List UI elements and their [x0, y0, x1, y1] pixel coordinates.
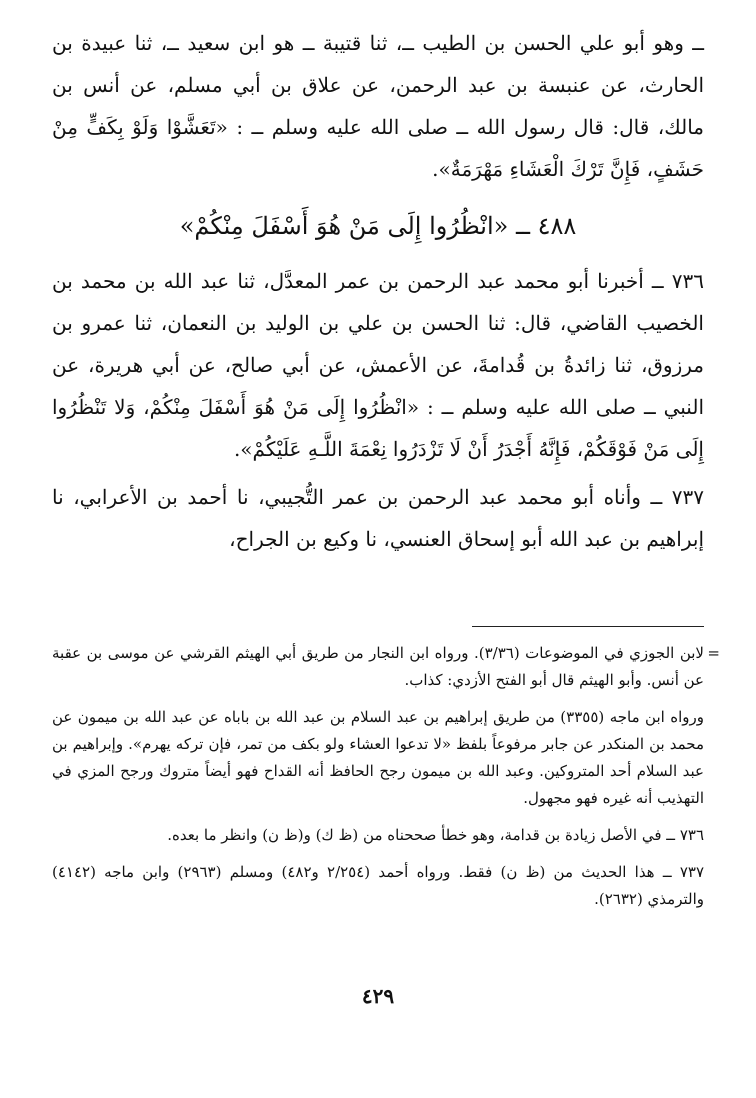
hadith-heading: ٤٨٨ ــ «انْظُرُوا إِلَى مَنْ هُوَ أَسْفَلَ مِنْكُمْ» — [179, 212, 577, 240]
footnote-ibn-majah: ورواه ابن ماجه (٣٣٥٥) من طريق إبراهيم بن عبد السلام بن عبد الله بن باباه عن عبد الله بن ميمون عن محمد بن المنكدر عن جابر مرفوعاً بلفظ «لا تدعوا العشاء ولو بكف من تمر، فإن تركه يهرم». وإبراهيم بن عبد السلام أحد المتروكين. وعبد الله بن ميمون رجح الحافظ أنه القداح فهو أيضاً متروك ورجح المزي في التهذيب أنه غيره فهو مجهول. — [52, 708, 705, 807]
continuation-mark: = — [707, 644, 720, 662]
page-number: ٤٢٩ — [361, 984, 395, 1008]
footnote-continued — [52, 640, 720, 694]
paragraph-736: ٧٣٦ ــ أخبرنا أبو محمد عبد الرحمن بن عمر المعدَّل، ثنا عبد الله بن محمد بن الخصيب القاضي، قال: ثنا الحسن بن علي بن الوليد بن النعمان، ثنا عمرو بن مرزوق، ثنا زائدةُ بن قُدامةَ، عن الأعمش، عن أبي صالح، عن أبي هريرة، عن النبي ــ صلى الله عليه وسلم ــ : «انْظُرُوا إِلَى مَنْ هُوَ أَسْفَلَ مِنْكُمْ، وَلا تَنْظُرُوا إِلَى مَنْ فَوْقَكُمْ، فَإِنَّهُ أَجْدَرُ أَنْ لَا تَزْدَرُوا نِعْمَةَ اللَّـهِ عَلَيْكُمْ». — [52, 269, 704, 461]
footnote-737: ٧٣٧ ــ هذا الحديث من (ظ ن) فقط. ورواه أحمد (٢/٢٥٤ و٤٨٢) ومسلم (٢٩٦٣) وابن ماجه (٤١٤٢) والترمذي (٢٦٣٢). — [52, 863, 704, 908]
footnote-736: ٧٣٦ ــ في الأصل زيادة بن قدامة، وهو خطأ صححناه من (ظ ك) و(ظ ن) وانظر ما بعده. — [167, 826, 704, 844]
footnote-text: لابن الجوزي في الموضوعات (٣/٣٦). ورواه ابن النجار من طريق أبي الهيثم القرشي عن موسى بن عقبة عن أنس. وأبو الهيثم قال أبو الفتح الأزدي: كذاب. — [52, 644, 704, 689]
main-text — [52, 22, 704, 560]
paragraph-intro: ــ وهو أبو علي الحسن بن الطيب ــ، ثنا قتيبة ــ هو ابن سعيد ــ، ثنا عبيدة بن الحارث، عن عنبسة بن عبد الرحمن، عن علاق بن أبي مسلم، عن أنس بن مالك، قال: قال رسول الله ــ صلى الله عليه وسلم ــ : «تَعَشَّوْا وَلَوْ بِكَفٍّ مِنْ حَشَفٍ، فَإِنَّ تَرْكَ الْعَشَاءِ مَهْرَمَةٌ». — [52, 31, 704, 181]
footnotes — [52, 640, 720, 923]
footnote-divider — [472, 626, 704, 627]
paragraph-737: ٧٣٧ ــ وأناه أبو محمد عبد الرحمن بن عمر التُّجيبي، نا أحمد بن الأعرابي، نا إبراهيم بن عبد الله أبو إسحاق العنسي، نا وكيع بن الجراح، — [52, 485, 704, 551]
